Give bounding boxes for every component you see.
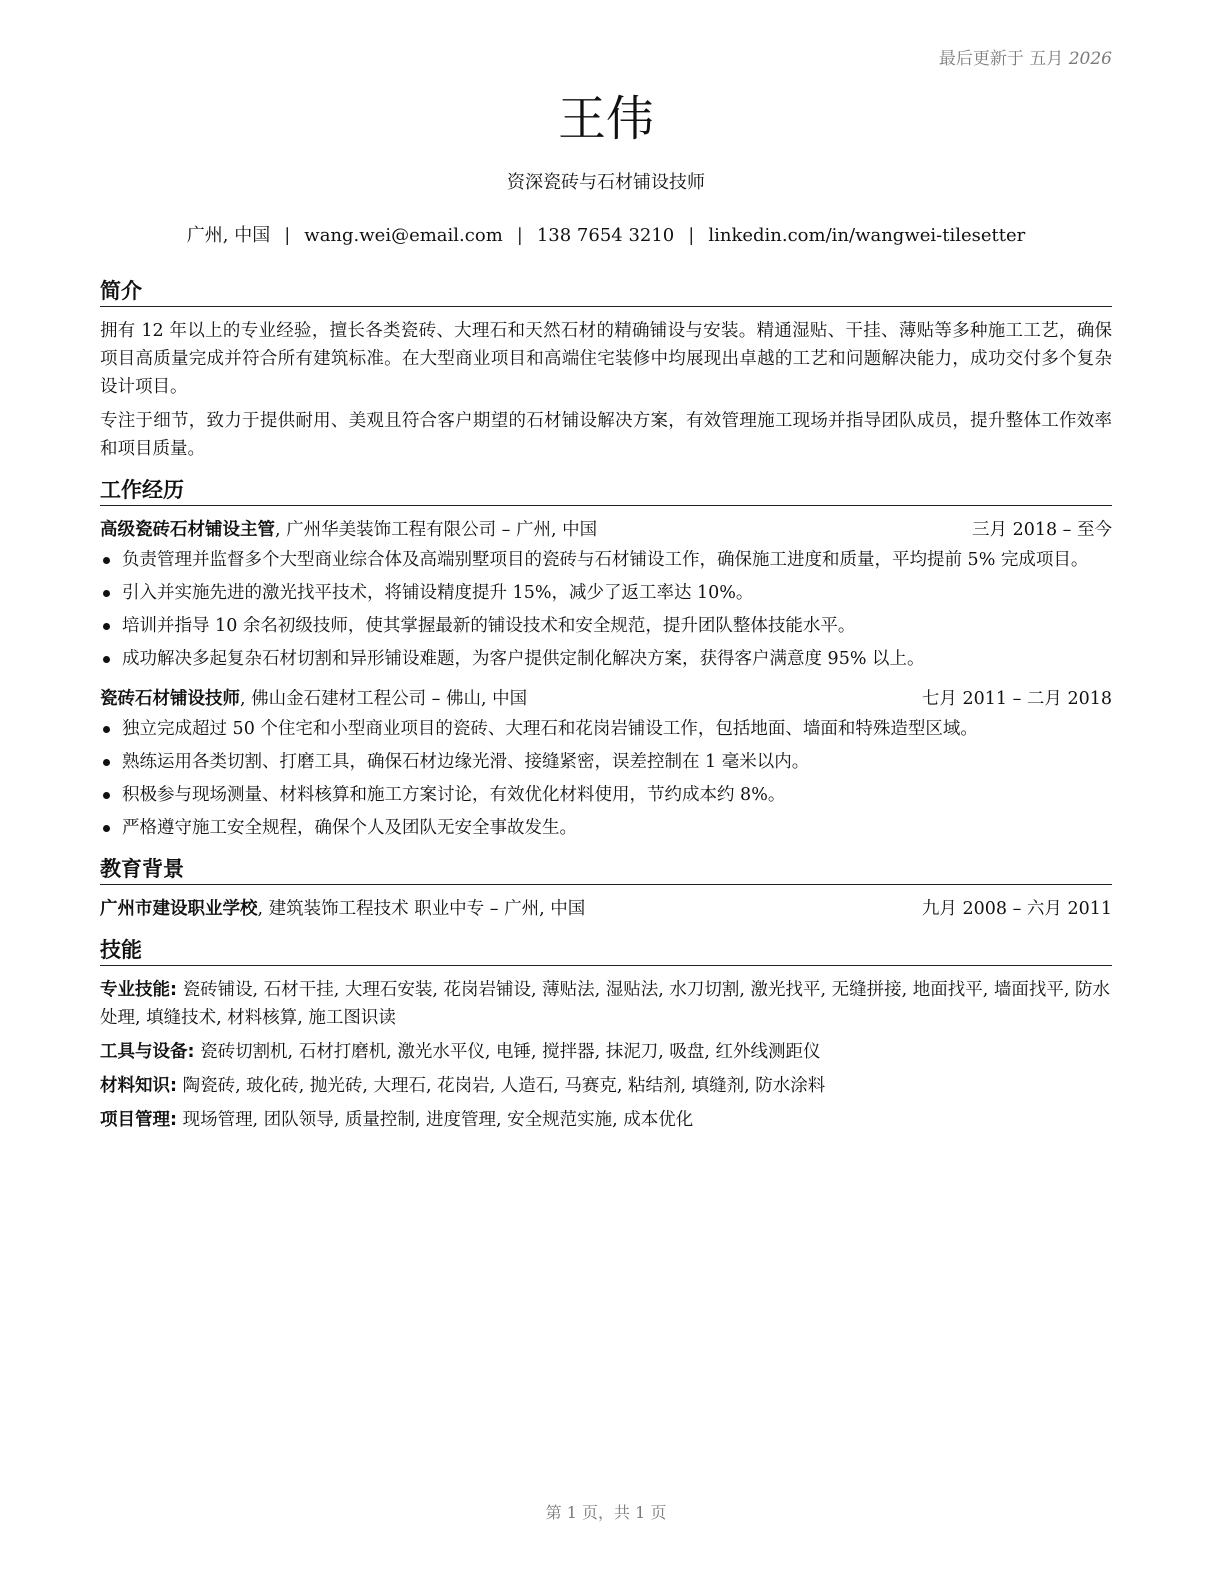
list-item — [100, 748, 1112, 776]
list-item — [100, 645, 1112, 673]
bullet-icon — [103, 726, 110, 733]
page-number: 第 1 页，共 1 页 — [545, 1503, 667, 1522]
resume-content — [100, 276, 1112, 1146]
contact-separator: | — [516, 225, 523, 246]
summary-paragraph: 拥有 12 年以上的专业经验，擅长各类瓷砖、大理石和天然石材的精确铺设与安装。精通湿贴、干挂、薄贴等多种施工工艺，确保项目高质量完成并符合所有建筑标准。在大型商业项目和高端住宅装修中均展现出卓越的工艺和问题解决能力，成功交付多个复杂设计项目。 — [100, 321, 1112, 397]
skill-row — [100, 1106, 1112, 1134]
skill-label: 项目管理: — [100, 1110, 177, 1130]
section-heading-summary: 简介 — [100, 276, 1112, 307]
job-bullet-list — [100, 546, 1112, 673]
list-item — [100, 781, 1112, 809]
job-role-company — [100, 685, 527, 713]
skill-value: 现场管理, 团队领导, 质量控制, 进度管理, 安全规范实施, 成本优化 — [177, 1110, 694, 1130]
education-dates: 九月 2008 – 六月 2011 — [921, 899, 1112, 919]
summary-section — [100, 276, 1112, 463]
skill-label: 工具与设备: — [100, 1042, 195, 1062]
skill-value: 瓷砖铺设, 石材干挂, 大理石安装, 花岗岩铺设, 薄贴法, 湿贴法, 水刀切割, 激光找平, 无缝拼接, 地面找平, 墙面找平, 防水处理, 填缝技术, 材料核算, 施工图识读 — [100, 980, 1110, 1028]
contact-phone: 138 7654 3210 — [536, 225, 675, 246]
last-updated-year: 2026 — [1068, 49, 1112, 69]
skill-row — [100, 976, 1112, 1032]
job-bullet-list — [100, 715, 1112, 842]
last-updated-label: 最后更新于 五月 — [938, 49, 1064, 69]
summary-paragraph: 专注于细节，致力于提供耐用、美观且符合客户期望的石材铺设解决方案，有效管理施工现场并指导团队成员，提升整体工作效率和项目质量。 — [100, 411, 1112, 459]
bullet-icon — [103, 792, 110, 799]
skill-row — [100, 1038, 1112, 1066]
bullet-icon — [103, 623, 110, 630]
bullet-icon — [103, 656, 110, 663]
education-school: 广州市建设职业学校 — [100, 899, 258, 919]
section-heading-skills: 技能 — [100, 935, 1112, 966]
bullet-text: 熟练运用各类切割、打磨工具，确保石材边缘光滑、接缝紧密，误差控制在 1 毫米以内。 — [122, 752, 810, 772]
list-item — [100, 715, 1112, 743]
skill-value: 瓷砖切割机, 石材打磨机, 激光水平仪, 电锤, 搅拌器, 抹泥刀, 吸盘, 红外线测距仪 — [194, 1042, 821, 1062]
bullet-icon — [103, 825, 110, 832]
education-school-detail — [100, 895, 585, 923]
education-section — [100, 854, 1112, 923]
contact-separator: | — [284, 225, 291, 246]
contact-linkedin[interactable]: linkedin.com/in/wangwei-tilesetter — [708, 225, 1026, 246]
job-header — [100, 685, 1112, 713]
resume-page — [100, 0, 1112, 1584]
education-entry — [100, 895, 1112, 923]
bullet-text: 积极参与现场测量、材料核算和施工方案讨论，有效优化材料使用，节约成本约 8%。 — [122, 785, 786, 805]
list-item — [100, 814, 1112, 842]
section-heading-education: 教育背景 — [100, 854, 1112, 885]
job-dates: 七月 2011 – 二月 2018 — [921, 689, 1112, 709]
job-role-company — [100, 516, 597, 544]
bullet-icon — [103, 590, 110, 597]
list-item — [100, 546, 1112, 574]
job-dates: 三月 2018 – 至今 — [972, 520, 1112, 540]
job-header — [100, 516, 1112, 544]
job-title: 资深瓷砖与石材铺设技师 — [507, 172, 705, 193]
job-role: 瓷砖石材铺设技师 — [100, 689, 240, 709]
bullet-text: 严格遵守施工安全规程，确保个人及团队无安全事故发生。 — [122, 818, 577, 838]
job-company: , 广州华美装饰工程有限公司 – 广州, 中国 — [275, 520, 598, 540]
skill-label: 专业技能: — [100, 980, 177, 1000]
experience-section — [100, 475, 1112, 842]
section-heading-experience: 工作经历 — [100, 475, 1112, 506]
job-company: , 佛山金石建材工程公司 – 佛山, 中国 — [240, 689, 528, 709]
contact-location: 广州, 中国 — [186, 225, 271, 246]
contact-separator: | — [688, 225, 695, 246]
bullet-text: 引入并实施先进的激光找平技术，将铺设精度提升 15%，减少了返工率达 10%。 — [122, 583, 754, 603]
bullet-text: 成功解决多起复杂石材切割和异形铺设难题，为客户提供定制化解决方案，获得客户满意度 95% 以上。 — [122, 649, 925, 669]
skill-value: 陶瓷砖, 玻化砖, 抛光砖, 大理石, 花岗岩, 人造石, 马赛克, 粘结剂, 填缝剂, 防水涂料 — [177, 1076, 826, 1096]
list-item — [100, 579, 1112, 607]
skill-label: 材料知识: — [100, 1076, 177, 1096]
contact-line — [100, 223, 1112, 249]
bullet-icon — [103, 759, 110, 766]
bullet-icon — [103, 557, 110, 564]
last-updated — [939, 44, 1112, 69]
job-role: 高级瓷砖石材铺设主管 — [100, 520, 275, 540]
bullet-text: 负责管理并监督多个大型商业综合体及高端别墅项目的瓷砖与石材铺设工作，确保施工进度和质量，平均提前 5% 完成项目。 — [122, 550, 1089, 570]
bullet-text: 独立完成超过 50 个住宅和小型商业项目的瓷砖、大理石和花岗岩铺设工作，包括地面、墙面和特殊造型区域。 — [122, 719, 978, 739]
list-item — [100, 612, 1112, 640]
bullet-text: 培训并指导 10 余名初级技师，使其掌握最新的铺设技术和安全规范，提升团队整体技能水平。 — [122, 616, 856, 636]
skill-row — [100, 1072, 1112, 1100]
contact-email[interactable]: wang.wei@email.com — [304, 225, 503, 246]
skills-section — [100, 935, 1112, 1134]
candidate-name: 王伟 — [557, 91, 654, 147]
education-detail: , 建筑装饰工程技术 职业中专 – 广州, 中国 — [257, 899, 586, 919]
